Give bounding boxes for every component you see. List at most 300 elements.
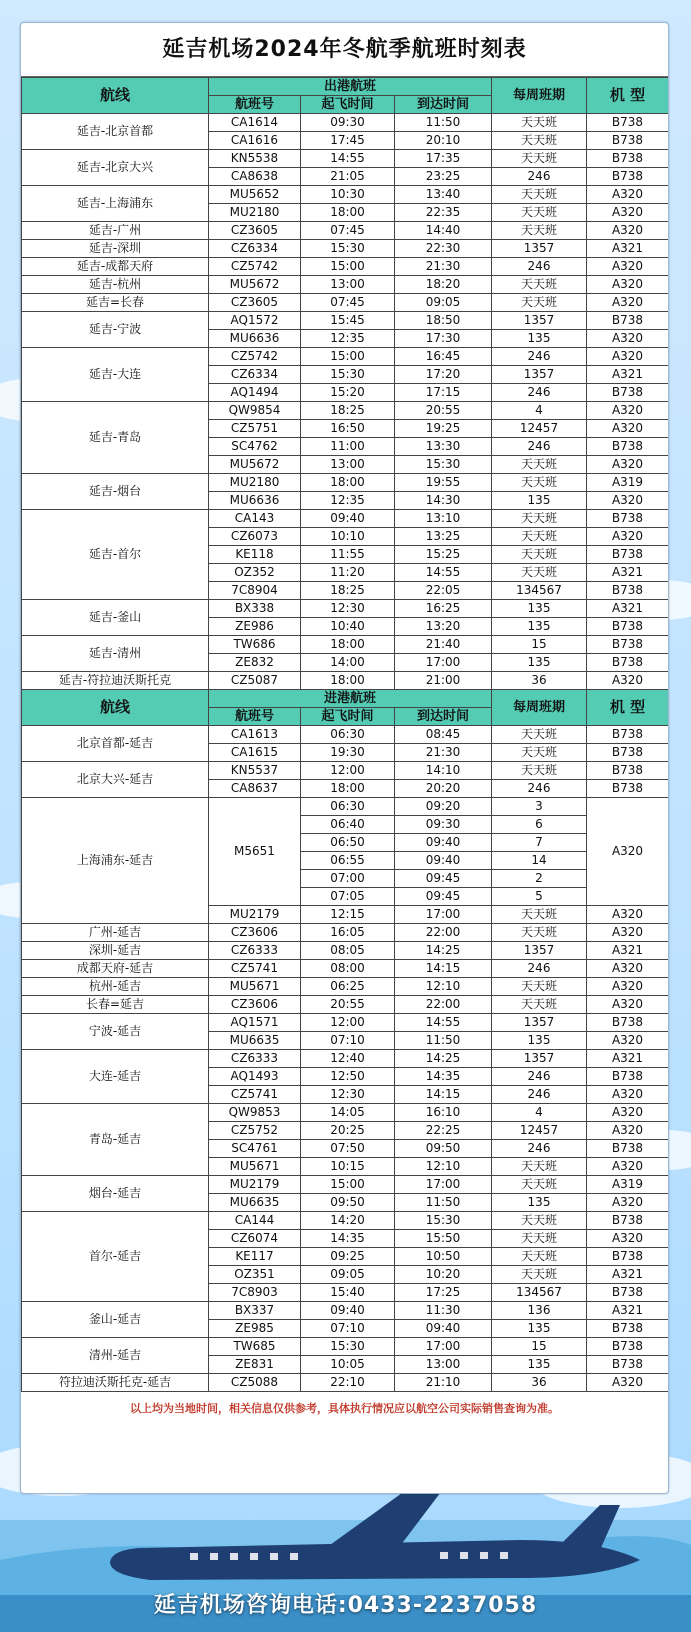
arrival-cell: 15:30 xyxy=(395,456,492,474)
weekly-cell: 246 xyxy=(492,384,587,402)
arrival-cell: 11:30 xyxy=(395,1302,492,1320)
aircraft-cell: A320 xyxy=(587,276,669,294)
aircraft-cell: B738 xyxy=(587,1356,669,1374)
departure-cell: 11:20 xyxy=(301,564,395,582)
arrival-cell: 17:00 xyxy=(395,1338,492,1356)
arrival-cell: 14:35 xyxy=(395,1068,492,1086)
arrival-cell: 22:05 xyxy=(395,582,492,600)
route-cell: 符拉迪沃斯托克-延吉 xyxy=(22,1374,209,1392)
aircraft-cell: B738 xyxy=(587,744,669,762)
route-cell: 清州-延吉 xyxy=(22,1338,209,1374)
weekly-cell: 天天班 xyxy=(492,528,587,546)
departure-cell: 06:55 xyxy=(301,852,395,870)
aircraft-cell: B738 xyxy=(587,312,669,330)
aircraft-cell: B738 xyxy=(587,780,669,798)
weekly-cell: 天天班 xyxy=(492,1266,587,1284)
departure-cell: 15:00 xyxy=(301,1176,395,1194)
table-row xyxy=(22,960,669,978)
arrival-cell: 16:25 xyxy=(395,600,492,618)
route-cell: 首尔-延吉 xyxy=(22,1212,209,1302)
arrival-cell: 17:25 xyxy=(395,1284,492,1302)
route-cell: 烟台-延吉 xyxy=(22,1176,209,1212)
weekly-cell: 天天班 xyxy=(492,510,587,528)
arrival-cell: 22:25 xyxy=(395,1122,492,1140)
weekly-cell: 天天班 xyxy=(492,978,587,996)
weekly-cell: 天天班 xyxy=(492,996,587,1014)
aircraft-cell: A321 xyxy=(587,1302,669,1320)
departure-cell: 14:05 xyxy=(301,1104,395,1122)
table-row xyxy=(22,1176,669,1194)
weekly-cell: 1357 xyxy=(492,366,587,384)
aircraft-cell: B738 xyxy=(587,618,669,636)
table-row xyxy=(22,1104,669,1122)
aircraft-cell: A320 xyxy=(587,204,669,222)
flight-no-cell: M5651 xyxy=(209,798,301,906)
header-group: 进港航班 xyxy=(209,690,492,708)
arrival-cell: 19:25 xyxy=(395,420,492,438)
aircraft-cell: A319 xyxy=(587,1176,669,1194)
header-aircraft: 机 型 xyxy=(587,78,669,114)
weekly-cell: 天天班 xyxy=(492,276,587,294)
route-cell: 延吉-宁波 xyxy=(22,312,209,348)
weekly-cell: 天天班 xyxy=(492,150,587,168)
header-flight-no: 航班号 xyxy=(209,708,301,726)
arrival-cell: 21:00 xyxy=(395,672,492,690)
weekly-cell: 天天班 xyxy=(492,546,587,564)
aircraft-cell: A320 xyxy=(587,1230,669,1248)
departure-cell: 18:00 xyxy=(301,672,395,690)
arrival-cell: 14:10 xyxy=(395,762,492,780)
arrival-cell: 09:30 xyxy=(395,816,492,834)
aircraft-cell: B738 xyxy=(587,510,669,528)
aircraft-cell: B738 xyxy=(587,1014,669,1032)
flight-no-cell: AQ1494 xyxy=(209,384,301,402)
aircraft-cell: A320 xyxy=(587,978,669,996)
aircraft-cell: B738 xyxy=(587,1068,669,1086)
table-row xyxy=(22,1014,669,1032)
header-route: 航线 xyxy=(22,690,209,726)
route-cell: 延吉=长春 xyxy=(22,294,209,312)
arrival-cell: 17:00 xyxy=(395,654,492,672)
aircraft-cell: A320 xyxy=(587,492,669,510)
aircraft-cell: A320 xyxy=(587,1032,669,1050)
arrival-cell: 11:50 xyxy=(395,114,492,132)
flight-no-cell: CA1614 xyxy=(209,114,301,132)
arrival-cell: 13:10 xyxy=(395,510,492,528)
route-cell: 延吉-大连 xyxy=(22,348,209,402)
flight-no-cell: CA143 xyxy=(209,510,301,528)
flight-no-cell: QW9853 xyxy=(209,1104,301,1122)
arrival-cell: 09:50 xyxy=(395,1140,492,1158)
arrival-cell: 22:00 xyxy=(395,924,492,942)
departure-cell: 15:40 xyxy=(301,1284,395,1302)
flight-no-cell: OZ352 xyxy=(209,564,301,582)
route-cell: 延吉-符拉迪沃斯托克 xyxy=(22,672,209,690)
weekly-cell: 天天班 xyxy=(492,762,587,780)
weekly-cell: 天天班 xyxy=(492,294,587,312)
table-row xyxy=(22,222,669,240)
arrival-cell: 13:30 xyxy=(395,438,492,456)
weekly-cell: 135 xyxy=(492,330,587,348)
departure-cell: 06:50 xyxy=(301,834,395,852)
arrival-cell: 19:55 xyxy=(395,474,492,492)
aircraft-cell: A320 xyxy=(587,528,669,546)
weekly-cell: 135 xyxy=(492,1194,587,1212)
weekly-cell: 15 xyxy=(492,1338,587,1356)
departure-cell: 18:25 xyxy=(301,582,395,600)
departure-cell: 12:30 xyxy=(301,600,395,618)
aircraft-cell: A320 xyxy=(587,672,669,690)
aircraft-cell: A321 xyxy=(587,942,669,960)
departure-cell: 18:00 xyxy=(301,636,395,654)
arrival-cell: 16:45 xyxy=(395,348,492,366)
aircraft-cell: A320 xyxy=(587,330,669,348)
flight-no-cell: AQ1493 xyxy=(209,1068,301,1086)
flight-no-cell: KN5537 xyxy=(209,762,301,780)
arrival-cell: 13:20 xyxy=(395,618,492,636)
departure-cell: 12:40 xyxy=(301,1050,395,1068)
flight-no-cell: KE118 xyxy=(209,546,301,564)
aircraft-cell: A321 xyxy=(587,600,669,618)
arrival-cell: 14:15 xyxy=(395,960,492,978)
arrival-cell: 14:40 xyxy=(395,222,492,240)
departure-cell: 08:05 xyxy=(301,942,395,960)
flight-no-cell: MU5652 xyxy=(209,186,301,204)
departure-cell: 22:10 xyxy=(301,1374,395,1392)
table-row xyxy=(22,402,669,420)
aircraft-cell: B738 xyxy=(587,384,669,402)
aircraft-cell: A321 xyxy=(587,240,669,258)
departure-cell: 09:50 xyxy=(301,1194,395,1212)
flight-no-cell: CZ3606 xyxy=(209,996,301,1014)
arrival-cell: 21:10 xyxy=(395,1374,492,1392)
departure-cell: 09:05 xyxy=(301,1266,395,1284)
flight-no-cell: CA8638 xyxy=(209,168,301,186)
table-row xyxy=(22,672,669,690)
flight-no-cell: CZ6333 xyxy=(209,1050,301,1068)
aircraft-cell: B738 xyxy=(587,132,669,150)
weekly-cell: 246 xyxy=(492,168,587,186)
departure-cell: 21:05 xyxy=(301,168,395,186)
arrival-cell: 09:20 xyxy=(395,798,492,816)
weekly-cell: 246 xyxy=(492,780,587,798)
weekly-cell: 3 xyxy=(492,798,587,816)
arrival-cell: 11:50 xyxy=(395,1032,492,1050)
weekly-cell: 135 xyxy=(492,1320,587,1338)
arrival-cell: 16:10 xyxy=(395,1104,492,1122)
aircraft-cell: A321 xyxy=(587,1050,669,1068)
weekly-cell: 36 xyxy=(492,1374,587,1392)
aircraft-cell: B738 xyxy=(587,654,669,672)
departure-cell: 15:00 xyxy=(301,258,395,276)
weekly-cell: 135 xyxy=(492,654,587,672)
table-row xyxy=(22,186,669,204)
weekly-cell: 134567 xyxy=(492,1284,587,1302)
aircraft-cell: A320 xyxy=(587,1122,669,1140)
weekly-cell: 1357 xyxy=(492,1014,587,1032)
aircraft-cell: A320 xyxy=(587,258,669,276)
weekly-cell: 天天班 xyxy=(492,1212,587,1230)
departure-cell: 10:30 xyxy=(301,186,395,204)
flight-no-cell: MU2179 xyxy=(209,906,301,924)
flight-no-cell: AQ1571 xyxy=(209,1014,301,1032)
arrival-cell: 14:55 xyxy=(395,564,492,582)
table-row xyxy=(22,1338,669,1356)
flight-no-cell: CA1613 xyxy=(209,726,301,744)
departure-cell: 14:00 xyxy=(301,654,395,672)
weekly-cell: 135 xyxy=(492,492,587,510)
aircraft-cell: B738 xyxy=(587,438,669,456)
departure-cell: 10:15 xyxy=(301,1158,395,1176)
departure-cell: 09:40 xyxy=(301,510,395,528)
route-cell: 北京首都-延吉 xyxy=(22,726,209,762)
flight-no-cell: CZ5087 xyxy=(209,672,301,690)
flight-no-cell: CZ3605 xyxy=(209,294,301,312)
departure-cell: 19:30 xyxy=(301,744,395,762)
departure-cell: 15:00 xyxy=(301,348,395,366)
arrival-cell: 09:40 xyxy=(395,1320,492,1338)
route-cell: 延吉-深圳 xyxy=(22,240,209,258)
weekly-cell: 136 xyxy=(492,1302,587,1320)
arrival-cell: 15:30 xyxy=(395,1212,492,1230)
weekly-cell: 天天班 xyxy=(492,474,587,492)
flight-no-cell: MU5672 xyxy=(209,276,301,294)
weekly-cell: 天天班 xyxy=(492,564,587,582)
flight-no-cell: KE117 xyxy=(209,1248,301,1266)
departure-cell: 18:25 xyxy=(301,402,395,420)
departure-cell: 12:50 xyxy=(301,1068,395,1086)
arrival-cell: 20:10 xyxy=(395,132,492,150)
weekly-cell: 36 xyxy=(492,672,587,690)
weekly-cell: 天天班 xyxy=(492,1248,587,1266)
arrival-cell: 21:30 xyxy=(395,744,492,762)
weekly-cell: 12457 xyxy=(492,420,587,438)
arrival-cell: 09:40 xyxy=(395,834,492,852)
departure-cell: 11:55 xyxy=(301,546,395,564)
aircraft-cell: B738 xyxy=(587,546,669,564)
table-row xyxy=(22,636,669,654)
weekly-cell: 5 xyxy=(492,888,587,906)
departure-cell: 12:30 xyxy=(301,1086,395,1104)
departure-cell: 12:35 xyxy=(301,330,395,348)
departure-cell: 07:00 xyxy=(301,870,395,888)
departure-cell: 18:00 xyxy=(301,780,395,798)
table-row xyxy=(22,996,669,1014)
aircraft-cell: A320 xyxy=(587,348,669,366)
arrival-cell: 13:25 xyxy=(395,528,492,546)
arrival-cell: 22:30 xyxy=(395,240,492,258)
weekly-cell: 天天班 xyxy=(492,744,587,762)
flight-no-cell: OZ351 xyxy=(209,1266,301,1284)
flight-no-cell: CZ6334 xyxy=(209,366,301,384)
route-cell: 大连-延吉 xyxy=(22,1050,209,1104)
weekly-cell: 1357 xyxy=(492,240,587,258)
header-group: 出港航班 xyxy=(209,78,492,96)
aircraft-cell: B738 xyxy=(587,726,669,744)
arrival-cell: 09:45 xyxy=(395,888,492,906)
weekly-cell: 天天班 xyxy=(492,114,587,132)
flight-no-cell: 7C8903 xyxy=(209,1284,301,1302)
weekly-cell: 天天班 xyxy=(492,924,587,942)
departure-cell: 09:30 xyxy=(301,114,395,132)
departure-cell: 10:05 xyxy=(301,1356,395,1374)
route-cell: 延吉-烟台 xyxy=(22,474,209,510)
flight-no-cell: QW9854 xyxy=(209,402,301,420)
departure-cell: 14:55 xyxy=(301,150,395,168)
departure-cell: 16:50 xyxy=(301,420,395,438)
weekly-cell: 天天班 xyxy=(492,1158,587,1176)
arrival-cell: 23:25 xyxy=(395,168,492,186)
weekly-cell: 1357 xyxy=(492,312,587,330)
aircraft-cell: A320 xyxy=(587,456,669,474)
weekly-cell: 134567 xyxy=(492,582,587,600)
arrival-cell: 20:55 xyxy=(395,402,492,420)
departure-cell: 15:30 xyxy=(301,366,395,384)
departure-cell: 07:45 xyxy=(301,294,395,312)
table-row xyxy=(22,240,669,258)
arrival-cell: 21:30 xyxy=(395,258,492,276)
aircraft-cell: B738 xyxy=(587,1212,669,1230)
aircraft-cell: A320 xyxy=(587,1194,669,1212)
aircraft-cell: B738 xyxy=(587,582,669,600)
arrival-cell: 09:45 xyxy=(395,870,492,888)
aircraft-cell: B738 xyxy=(587,762,669,780)
table-row xyxy=(22,348,669,366)
weekly-cell: 2 xyxy=(492,870,587,888)
arrival-cell: 13:40 xyxy=(395,186,492,204)
table-row xyxy=(22,600,669,618)
header-row xyxy=(22,690,669,708)
flight-no-cell: TW685 xyxy=(209,1338,301,1356)
footer-phone: 延吉机场咨询电话:0433-2237058 xyxy=(153,1593,538,1618)
weekly-cell: 135 xyxy=(492,600,587,618)
flight-no-cell: MU5671 xyxy=(209,978,301,996)
table-row xyxy=(22,726,669,744)
table-row xyxy=(22,474,669,492)
weekly-cell: 4 xyxy=(492,402,587,420)
flight-no-cell: CZ5751 xyxy=(209,420,301,438)
aircraft-cell: A319 xyxy=(587,474,669,492)
route-cell: 延吉-成都天府 xyxy=(22,258,209,276)
timetable xyxy=(21,77,669,1392)
departure-cell: 09:25 xyxy=(301,1248,395,1266)
route-cell: 延吉-釜山 xyxy=(22,600,209,636)
weekly-cell: 246 xyxy=(492,438,587,456)
weekly-cell: 天天班 xyxy=(492,132,587,150)
arrival-cell: 14:25 xyxy=(395,942,492,960)
flight-no-cell: MU2180 xyxy=(209,204,301,222)
arrival-cell: 22:35 xyxy=(395,204,492,222)
route-cell: 青岛-延吉 xyxy=(22,1104,209,1176)
weekly-cell: 246 xyxy=(492,1068,587,1086)
route-cell: 北京大兴-延吉 xyxy=(22,762,209,798)
arrival-cell: 11:50 xyxy=(395,1194,492,1212)
route-cell: 延吉-杭州 xyxy=(22,276,209,294)
header-departure: 起飞时间 xyxy=(301,96,395,114)
header-departure: 起飞时间 xyxy=(301,708,395,726)
table-row xyxy=(22,150,669,168)
weekly-cell: 14 xyxy=(492,852,587,870)
departure-cell: 08:00 xyxy=(301,960,395,978)
table-row xyxy=(22,294,669,312)
flight-no-cell: ZE832 xyxy=(209,654,301,672)
route-cell: 长春=延吉 xyxy=(22,996,209,1014)
flight-no-cell: CA144 xyxy=(209,1212,301,1230)
table-row xyxy=(22,258,669,276)
flight-no-cell: SC4762 xyxy=(209,438,301,456)
header-flight-no: 航班号 xyxy=(209,96,301,114)
departure-cell: 07:45 xyxy=(301,222,395,240)
weekly-cell: 天天班 xyxy=(492,1230,587,1248)
weekly-cell: 天天班 xyxy=(492,1176,587,1194)
flight-no-cell: BX337 xyxy=(209,1302,301,1320)
weekly-cell: 天天班 xyxy=(492,456,587,474)
weekly-cell: 1357 xyxy=(492,942,587,960)
flight-no-cell: CZ5741 xyxy=(209,1086,301,1104)
departure-cell: 12:00 xyxy=(301,762,395,780)
arrival-cell: 13:00 xyxy=(395,1356,492,1374)
departure-cell: 14:20 xyxy=(301,1212,395,1230)
weekly-cell: 135 xyxy=(492,1032,587,1050)
departure-cell: 13:00 xyxy=(301,456,395,474)
flight-no-cell: CZ6073 xyxy=(209,528,301,546)
aircraft-cell: A320 xyxy=(587,798,669,906)
arrival-cell: 14:55 xyxy=(395,1014,492,1032)
flight-no-cell: CZ3606 xyxy=(209,924,301,942)
flight-no-cell: AQ1572 xyxy=(209,312,301,330)
arrival-cell: 15:25 xyxy=(395,546,492,564)
flight-no-cell: CA8637 xyxy=(209,780,301,798)
flight-no-cell: ZE831 xyxy=(209,1356,301,1374)
weekly-cell: 4 xyxy=(492,1104,587,1122)
table-row xyxy=(22,798,669,816)
arrival-cell: 12:10 xyxy=(395,1158,492,1176)
aircraft-cell: B738 xyxy=(587,1284,669,1302)
table-row xyxy=(22,312,669,330)
flight-no-cell: CA1615 xyxy=(209,744,301,762)
weekly-cell: 天天班 xyxy=(492,186,587,204)
table-row xyxy=(22,1302,669,1320)
table-row xyxy=(22,1050,669,1068)
arrival-cell: 17:00 xyxy=(395,1176,492,1194)
aircraft-cell: A320 xyxy=(587,420,669,438)
flight-no-cell: MU5671 xyxy=(209,1158,301,1176)
flight-no-cell: SC4761 xyxy=(209,1140,301,1158)
arrival-cell: 08:45 xyxy=(395,726,492,744)
aircraft-cell: B738 xyxy=(587,1338,669,1356)
departure-cell: 17:45 xyxy=(301,132,395,150)
route-cell: 延吉-上海浦东 xyxy=(22,186,209,222)
departure-cell: 06:30 xyxy=(301,798,395,816)
aircraft-cell: A321 xyxy=(587,366,669,384)
departure-cell: 15:45 xyxy=(301,312,395,330)
arrival-cell: 14:15 xyxy=(395,1086,492,1104)
arrival-cell: 14:30 xyxy=(395,492,492,510)
aircraft-cell: A320 xyxy=(587,186,669,204)
weekly-cell: 246 xyxy=(492,1086,587,1104)
weekly-cell: 天天班 xyxy=(492,726,587,744)
flight-no-cell: MU6636 xyxy=(209,330,301,348)
flight-no-cell: CZ5742 xyxy=(209,348,301,366)
aircraft-cell: B738 xyxy=(587,168,669,186)
flight-no-cell: ZE986 xyxy=(209,618,301,636)
arrival-cell: 17:00 xyxy=(395,906,492,924)
departure-cell: 14:35 xyxy=(301,1230,395,1248)
flight-no-cell: MU6635 xyxy=(209,1032,301,1050)
aircraft-cell: A321 xyxy=(587,564,669,582)
arrival-cell: 18:20 xyxy=(395,276,492,294)
route-cell: 上海浦东-延吉 xyxy=(22,798,209,924)
